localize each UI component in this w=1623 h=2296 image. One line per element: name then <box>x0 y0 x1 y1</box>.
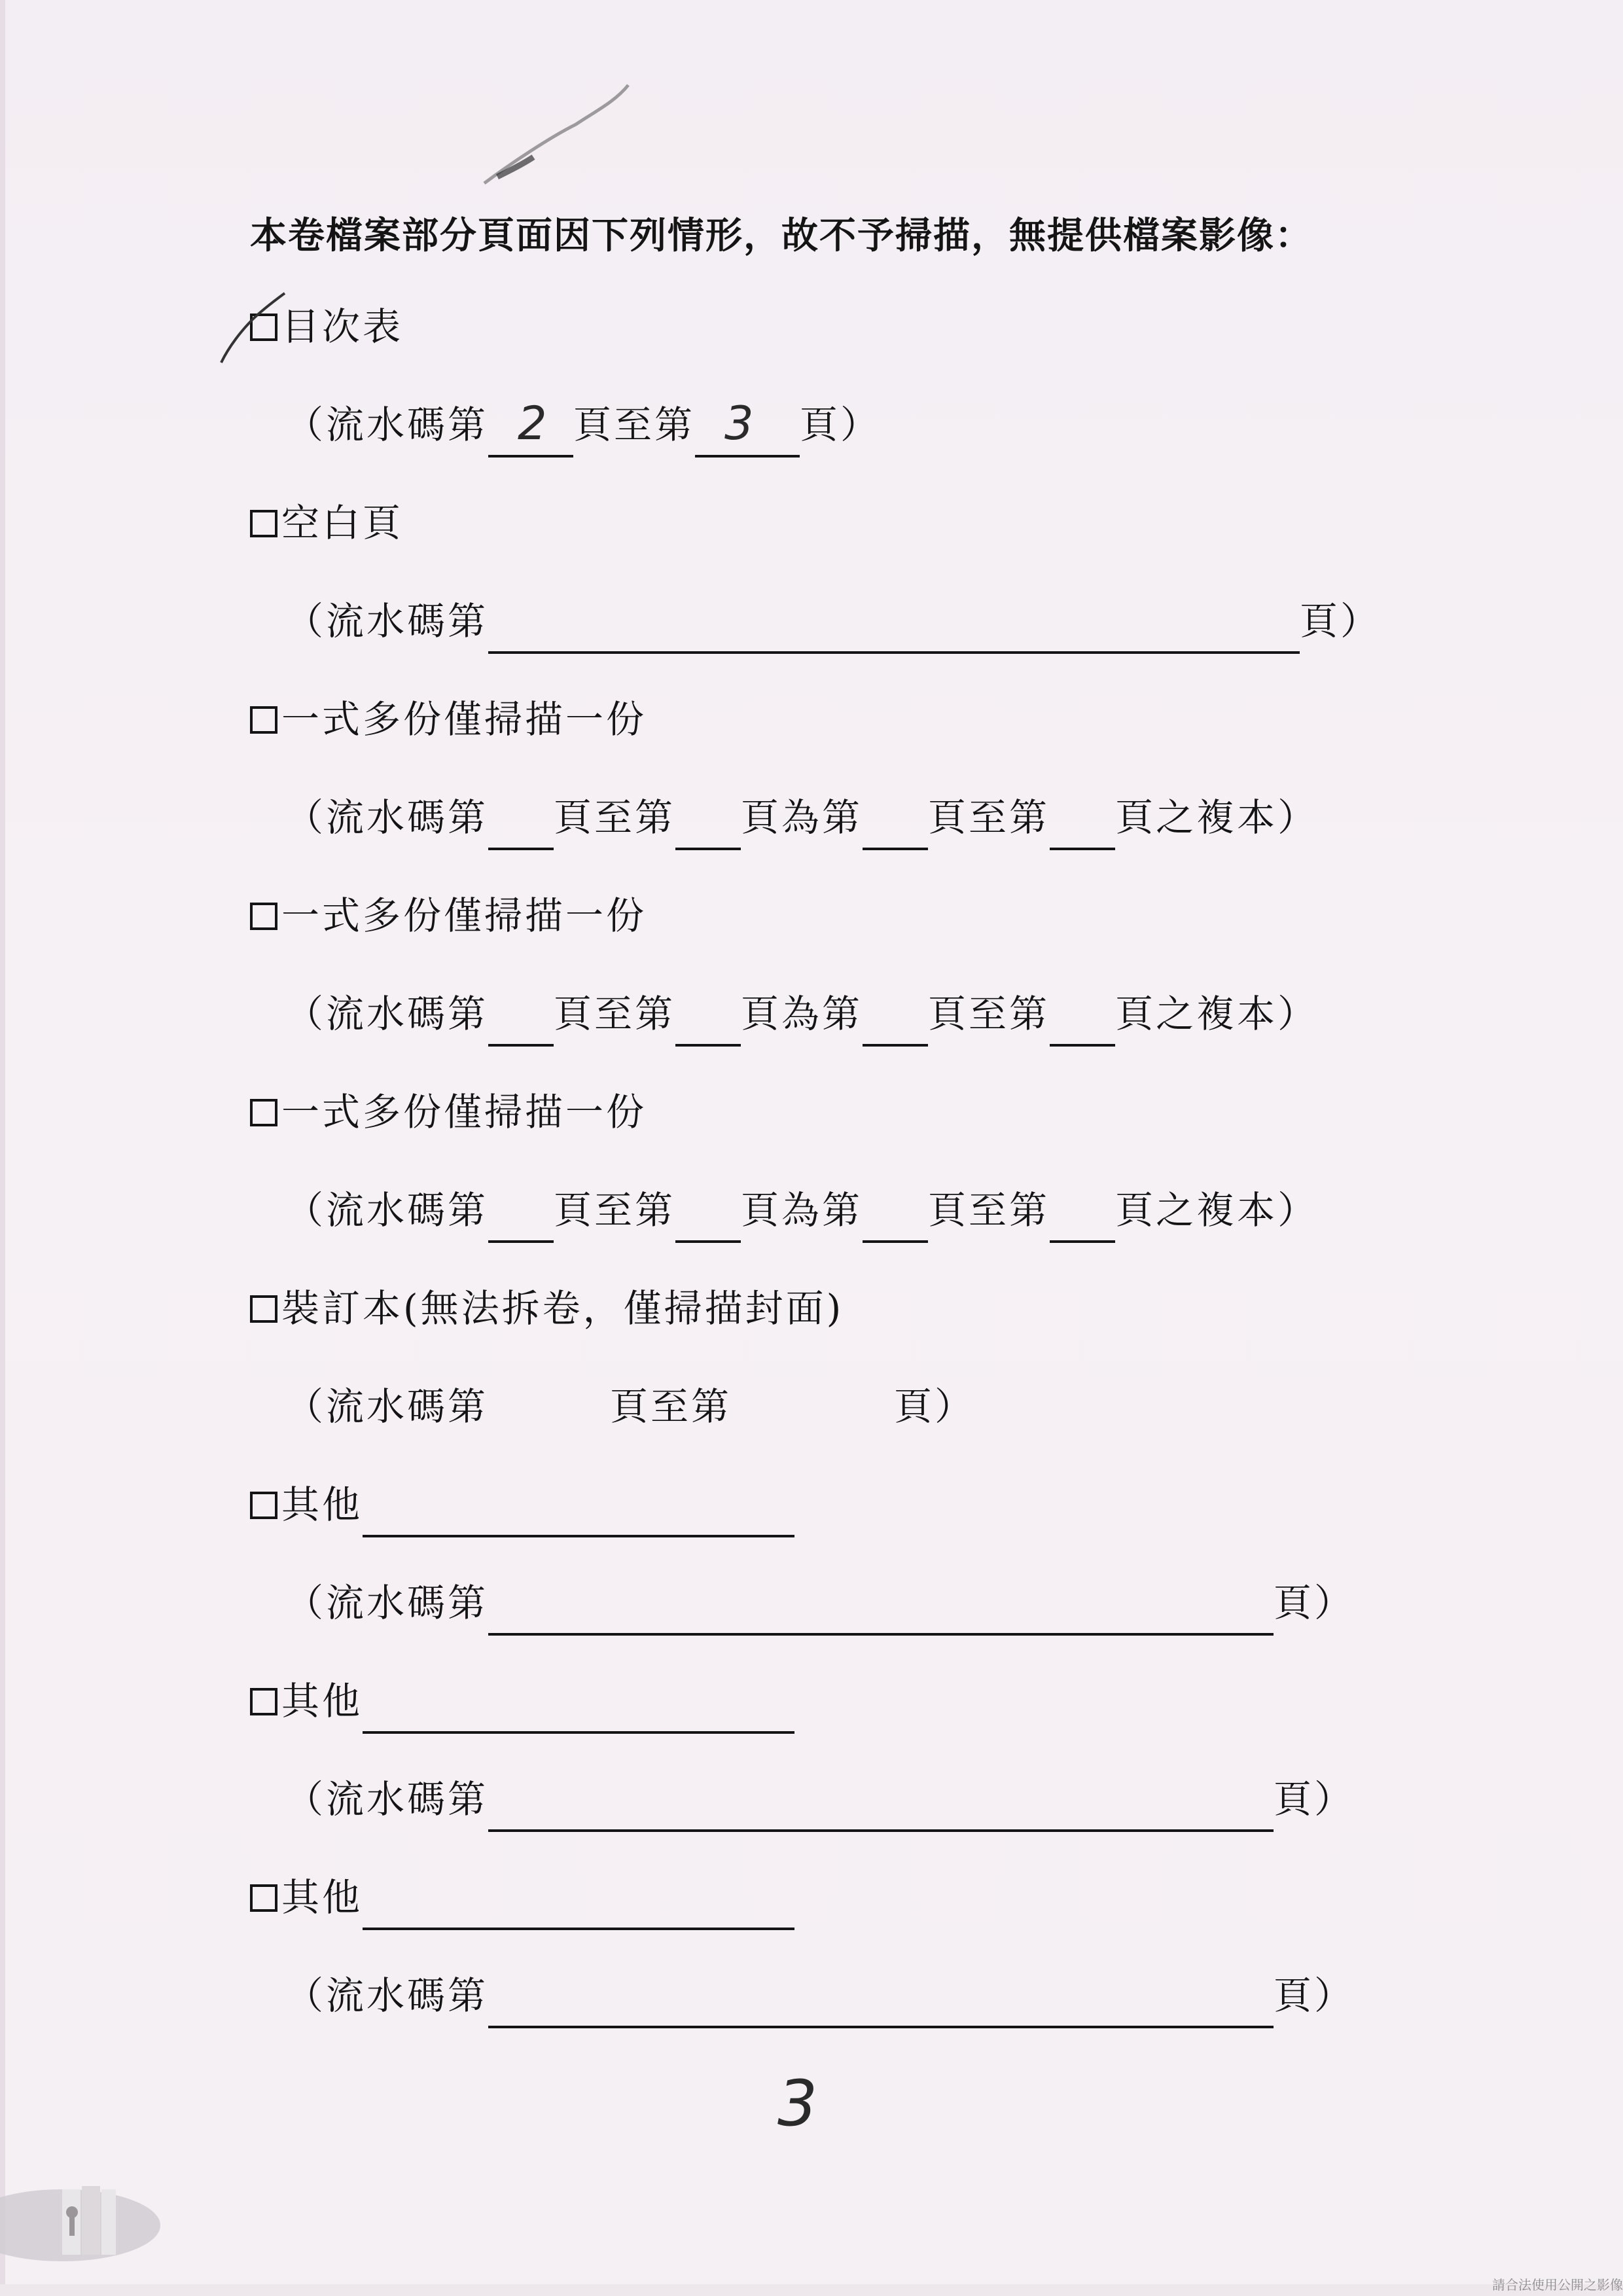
serial-number-range-line <box>285 1570 1355 1636</box>
page-number-blank[interactable] <box>488 999 554 1047</box>
page-number-blank[interactable] <box>1050 803 1115 850</box>
form-text: 頁） <box>1300 599 1382 643</box>
handwritten-page-number: 3 <box>777 2067 818 2140</box>
checklist-item <box>250 490 403 556</box>
checklist-item <box>250 1668 794 1734</box>
form-text: 頁） <box>800 403 882 447</box>
page-number-blank[interactable] <box>1050 1196 1115 1243</box>
checkbox[interactable] <box>250 1099 277 1126</box>
form-text: 頁之複本） <box>1115 795 1319 840</box>
other-description-blank[interactable] <box>363 1883 794 1930</box>
checklist-item <box>250 1079 647 1145</box>
page-number-blank[interactable] <box>675 803 741 850</box>
checklist-item <box>250 1276 844 1341</box>
form-text: （流水碼第 <box>285 1777 489 1821</box>
other-description-blank[interactable] <box>363 1490 794 1537</box>
checklist-item <box>250 1865 794 1930</box>
form-text: （流水碼第 <box>285 992 489 1036</box>
checkbox[interactable] <box>250 1492 277 1519</box>
form-text: 頁） <box>1274 1973 1355 2018</box>
page-number-blank[interactable] <box>488 607 1300 654</box>
serial-number-range-line <box>285 588 1381 654</box>
checkbox[interactable] <box>250 903 277 930</box>
form-text: （流水碼第 <box>285 1973 489 2018</box>
checklist-item <box>250 294 403 359</box>
serial-number-range-line <box>285 1767 1355 1832</box>
pencil-mark <box>471 65 641 196</box>
form-text: （流水碼第 <box>285 795 489 840</box>
checklist-item <box>250 1472 794 1537</box>
page-number-blank[interactable] <box>1050 999 1115 1047</box>
checklist-item-label: 裝訂本(無法拆卷，僅掃描封面) <box>281 1286 844 1331</box>
form-text: 頁） <box>1274 1581 1355 1625</box>
form-text: 頁至第 <box>554 1188 676 1232</box>
serial-number-range-line <box>285 1963 1355 2028</box>
serial-number-range-line <box>285 1374 975 1439</box>
page-number-blank[interactable] <box>488 803 554 850</box>
checkbox[interactable] <box>250 510 277 537</box>
checkbox[interactable] <box>250 1884 277 1912</box>
page-number-blank[interactable] <box>675 1196 741 1243</box>
checklist-item-label: 其他 <box>281 1679 363 1723</box>
footer-note: 請合法使用公開之影像 <box>1492 2277 1623 2293</box>
checklist-item-label: 一式多份僅掃描一份 <box>281 1090 647 1134</box>
archive-logo-watermark <box>0 2160 164 2265</box>
serial-number-range-line <box>285 1177 1318 1243</box>
page-number-blank[interactable] <box>488 1588 1274 1636</box>
document-title: 本卷檔案部分頁面因下列情形，故不予掃描，無提供檔案影像： <box>250 214 1313 257</box>
checkbox[interactable] <box>250 1295 277 1323</box>
page-number-blank[interactable] <box>863 1196 928 1243</box>
scan-bottom-edge <box>0 2284 1623 2296</box>
checklist-item-label: 一式多份僅掃描一份 <box>281 697 647 742</box>
form-text: （流水碼第 <box>285 1188 489 1232</box>
checkbox[interactable] <box>250 706 277 734</box>
form-text: （流水碼第 <box>285 599 489 643</box>
page-number-blank[interactable] <box>675 999 741 1047</box>
form-text: 頁至第 <box>928 1188 1050 1232</box>
other-description-blank[interactable] <box>363 1687 794 1734</box>
serial-number-range-line <box>285 981 1318 1047</box>
checklist-item-label: 空白頁 <box>281 501 404 545</box>
form-text: 頁之複本） <box>1115 1188 1319 1232</box>
page-number-blank[interactable] <box>488 1196 554 1243</box>
page-number-blank[interactable] <box>863 803 928 850</box>
checklist-item-label: 目次表 <box>281 304 404 349</box>
form-text: 頁為第 <box>741 1188 863 1232</box>
handwritten-value: 3 <box>724 397 757 450</box>
form-text: 頁至第 <box>928 992 1050 1036</box>
checklist-item-label: 其他 <box>281 1875 363 1920</box>
serial-number-range-line <box>285 785 1318 850</box>
checklist-item <box>250 883 647 948</box>
form-text: （流水碼第 <box>285 403 489 447</box>
scan-left-edge <box>0 0 5 2296</box>
form-text: 頁為第 <box>741 992 863 1036</box>
checklist-item-label: 其他 <box>281 1482 363 1527</box>
form-text: 頁） <box>1274 1777 1355 1821</box>
checklist-item-label: 一式多份僅掃描一份 <box>281 893 647 938</box>
page-number-blank[interactable] <box>695 397 800 457</box>
page-number-blank[interactable] <box>488 397 573 457</box>
form-text: 頁之複本） <box>1115 992 1319 1036</box>
serial-number-range-line <box>285 392 881 457</box>
form-text: 頁至第 <box>573 403 696 447</box>
page-number-blank[interactable] <box>488 1981 1274 2028</box>
page-number-blank[interactable] <box>488 1785 1274 1832</box>
form-text: （流水碼第 頁至第 頁） <box>285 1384 976 1429</box>
handwritten-value: 2 <box>518 397 550 450</box>
check-mark-icon <box>216 291 288 369</box>
form-text: 頁至第 <box>554 992 676 1036</box>
form-text: （流水碼第 <box>285 1581 489 1625</box>
checkbox[interactable] <box>250 1688 277 1715</box>
checklist-item <box>250 687 647 752</box>
page-number-blank[interactable] <box>863 999 928 1047</box>
form-text: 頁至第 <box>554 795 676 840</box>
form-text: 頁至第 <box>928 795 1050 840</box>
form-text: 頁為第 <box>741 795 863 840</box>
